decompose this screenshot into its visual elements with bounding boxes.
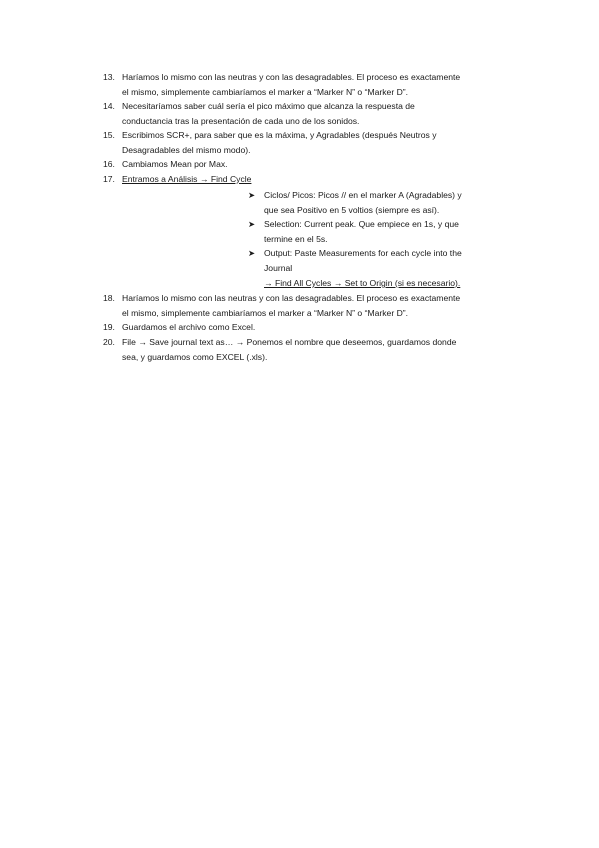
sub-line: Output: Paste Measurements for each cycle into the [264, 248, 462, 258]
item-number: 19. [103, 322, 115, 332]
item-line: File → Save journal text as… → Ponemos el nombre que deseemos, guardamos donde [122, 337, 457, 347]
sub-item-text [264, 217, 524, 247]
sub-line: Journal [264, 263, 293, 273]
sub-item-text [264, 246, 524, 291]
item-number: 20. [103, 337, 115, 347]
item-line: Desagradables del mismo modo). [122, 145, 251, 155]
item-line: Haríamos lo mismo con las neutras y con las desagradables. El proceso es exactamente [122, 72, 461, 82]
sub-line: Ciclos/ Picos: Picos // en el marker A (Agradables) y [264, 190, 462, 200]
item-text [122, 128, 522, 158]
item-text [122, 70, 522, 100]
arrow-bullet-icon: ➤ [248, 248, 256, 258]
sub-line: que sea Positivo en 5 voltios (siempre es así). [264, 205, 440, 215]
item-line: Guardamos el archivo como Excel. [122, 322, 256, 332]
item-line: sea, y guardamos como EXCEL (.xls). [122, 352, 268, 362]
item-number: 16. [103, 159, 115, 169]
item-text [122, 291, 522, 321]
sub-line-link: → Find All Cycles → Set to Origin (si es necesario). [264, 278, 461, 288]
item-line: el mismo, simplemente cambiaríamos el marker a “Marker N” o “Marker D”. [122, 308, 409, 318]
sub-line: termine en el 5s. [264, 234, 328, 244]
item-text [122, 99, 522, 129]
sub-item-text [264, 188, 524, 218]
item-text [122, 172, 522, 187]
item-line: conductancia tras la presentación de cada uno de los sonidos. [122, 116, 360, 126]
item-text [122, 157, 522, 172]
item-number: 13. [103, 72, 115, 82]
item-line-link: Entramos a Análisis → Find Cycle [122, 174, 252, 184]
arrow-bullet-icon: ➤ [248, 219, 256, 229]
item-line: Escribimos SCR+, para saber que es la máxima, y Agradables (después Neutros y [122, 130, 437, 140]
item-number: 18. [103, 293, 115, 303]
item-line: Cambiamos Mean por Max. [122, 159, 228, 169]
item-line: Haríamos lo mismo con las neutras y con las desagradables. El proceso es exactamente [122, 293, 461, 303]
item-number: 14. [103, 101, 115, 111]
sub-line: Selection: Current peak. Que empiece en 1s, y que [264, 219, 459, 229]
item-number: 17. [103, 174, 115, 184]
arrow-bullet-icon: ➤ [248, 190, 256, 200]
item-number: 15. [103, 130, 115, 140]
item-text [122, 320, 522, 335]
item-text [122, 335, 522, 365]
item-line: Necesitaríamos saber cuál sería el pico máximo que alcanza la respuesta de [122, 101, 415, 111]
item-line: el mismo, simplemente cambiaríamos el marker a “Marker N” o “Marker D”. [122, 87, 409, 97]
